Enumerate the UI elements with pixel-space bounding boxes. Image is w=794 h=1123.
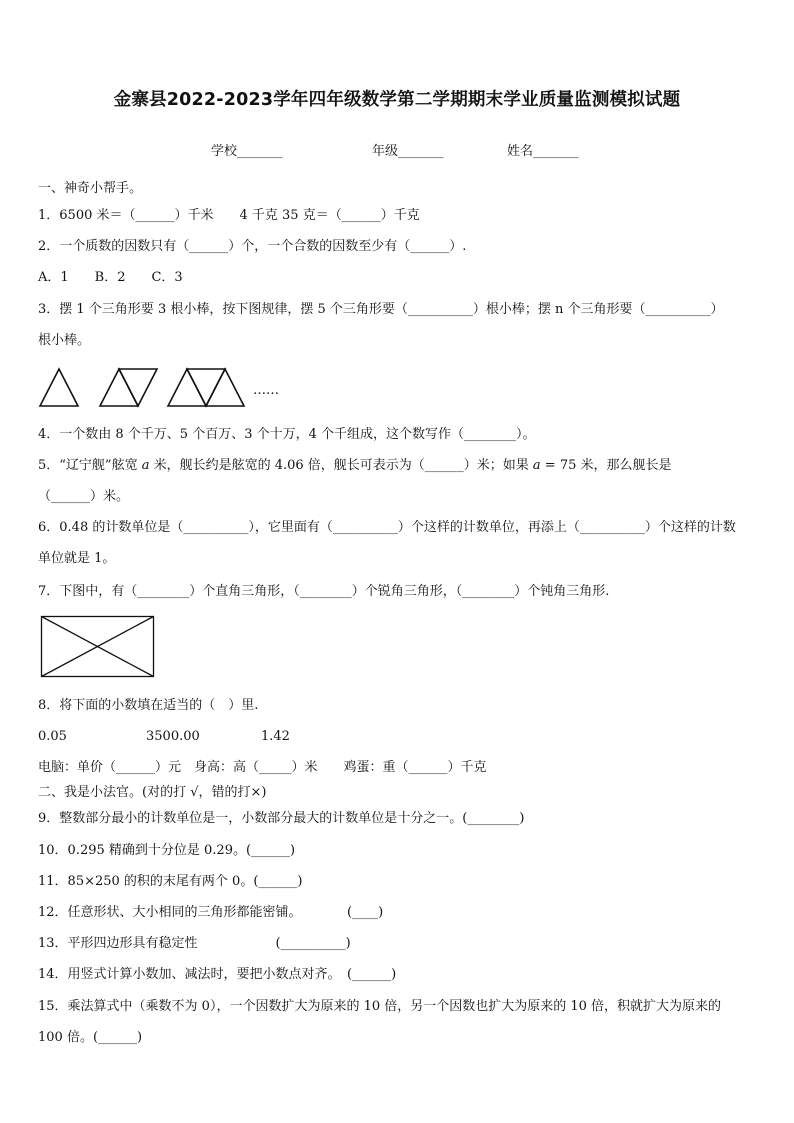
question-13: 13．平形四边形具有稳定性 (__________) (38, 936, 351, 951)
question-10: 10．0.295 精确到十分位是 0.29。(______) (38, 843, 296, 858)
question-5-line2: （______）米。 (38, 489, 130, 504)
question-15-line2: 100 倍。(______) (38, 1030, 143, 1045)
question-14: 14．用竖式计算小数加、减法时，要把小数点对齐。 (______) (38, 967, 397, 982)
triangle-triple-1 (168, 369, 206, 406)
question-2-options: A．1 B．2 C．3 (38, 270, 183, 285)
section2-heading: 二、我是小法官。(对的打 √，错的打×) (38, 785, 267, 800)
page-title: 金寨县2022-2023学年四年级数学第二学期期末学业质量监测模拟试题 (113, 90, 681, 110)
decimal-option-2: 3500.00 (146, 729, 200, 744)
triangle-triple-3 (206, 369, 244, 406)
question-4: 4．一个数由 8 个千万、5 个百万、3 个十万，4 个千组成，这个数写作（________）。 (38, 427, 536, 442)
question-2: 2．一个质数的因数只有（______）个，一个合数的因数至少有（______）. (38, 239, 467, 254)
question-7: 7．下图中，有（________）个直角三角形，（________）个锐角三角形，（________）个钝角三角形. (38, 584, 610, 599)
rectangle-diagonals-figure (40, 615, 156, 679)
question-1: 1．6500 米＝（______）千米 4 千克 35 克＝（______）千克 (38, 208, 420, 223)
question-8: 8．将下面的小数填在适当的（ ）里. (38, 698, 259, 713)
school-field: 学校_______ (211, 144, 283, 159)
triangle-pair-2 (119, 369, 157, 406)
question-9: 9．整数部分最小的计数单位是一，小数部分最大的计数单位是十分之一。(________) (38, 811, 525, 826)
question-3-line1: 3．摆 1 个三角形要 3 根小棒，按下图规律，摆 5 个三角形要（__________）根小棒；摆 n 个三角形要（__________） (38, 302, 724, 317)
question-6-line2: 单位就是 1。 (38, 551, 116, 566)
question-3-line2: 根小棒。 (38, 333, 91, 348)
decimal-option-1: 0.05 (38, 729, 67, 744)
question-5-line1: 5．“辽宁舰”舷宽 𝑎 米，舰长约是舷宽的 4.06 倍，舰长可表示为（______）米；如果 𝑎 = 75 米，那么舰长是 (38, 458, 672, 473)
grade-field: 年级_______ (372, 144, 444, 159)
section1-heading: 一、神奇小帮手。 (38, 181, 143, 196)
triangle-pair-1 (100, 369, 138, 406)
question-11: 11．85×250 的积的末尾有两个 0。(______) (38, 874, 303, 889)
triangle-single (40, 369, 78, 406)
decimal-option-3: 1.42 (261, 729, 290, 744)
question-8-fill: 电脑：单价（______）元 身高：高（_____）米 鸡蛋：重（______）千克 (38, 760, 487, 775)
question-12: 12．任意形状、大小相同的三角形都能密铺。 (____) (38, 905, 384, 920)
pattern-ellipsis: …… (253, 383, 279, 398)
name-field: 姓名_______ (507, 144, 579, 159)
question-15-line1: 15．乘法算式中（乘数不为 0），一个因数扩大为原来的 10 倍，另一个因数也扩大为原来的 10 倍，积就扩大为原来的 (38, 999, 722, 1014)
triangle-pattern-figure (38, 366, 248, 408)
triangle-triple-2 (187, 369, 225, 406)
question-6-line1: 6．0.48 的计数单位是（__________），它里面有（__________）个这样的计数单位，再添上（__________）个这样的计数 (38, 520, 736, 535)
